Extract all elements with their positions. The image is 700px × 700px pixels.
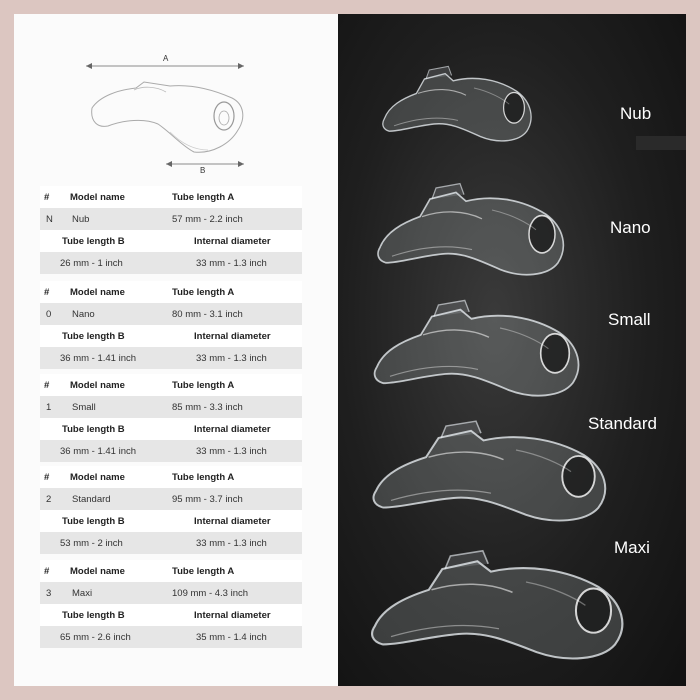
internal-diameter-value: 33 mm - 1.3 inch	[196, 445, 267, 457]
model-name-header: Model name	[70, 379, 125, 391]
model-name: Nub	[72, 213, 90, 225]
spec-row	[40, 325, 302, 347]
device-outline	[92, 82, 243, 152]
model-name: Nano	[72, 308, 95, 320]
product-photo-panel	[338, 14, 686, 686]
model-name: Small	[72, 401, 96, 413]
model-id: N	[46, 213, 53, 225]
internal-diameter-value: 35 mm - 1.4 inch	[196, 631, 267, 643]
spec-row	[40, 418, 302, 440]
product-label-nano: Nano	[610, 218, 651, 237]
internal-diameter-header: Internal diameter	[194, 235, 271, 247]
model-spec-block	[40, 466, 302, 558]
tube-length-a-value: 109 mm - 4.3 inch	[172, 587, 249, 599]
tube-length-b-header: Tube length B	[62, 423, 125, 435]
spec-row	[40, 560, 302, 582]
spec-row	[40, 604, 302, 626]
tube-length-b-value: 26 mm - 1 inch	[60, 257, 123, 269]
hash-header: #	[44, 471, 50, 483]
device-nano	[372, 166, 572, 276]
spec-row	[40, 582, 302, 604]
tube-length-a-header: Tube length A	[172, 471, 235, 483]
product-label-maxi: Maxi	[614, 538, 650, 557]
spec-row	[40, 374, 302, 396]
spec-row	[40, 440, 302, 462]
tube-length-b-header: Tube length B	[62, 330, 125, 342]
tube-length-b-value: 53 mm - 2 inch	[60, 537, 123, 549]
model-name: Standard	[72, 493, 111, 505]
label-b: B	[200, 166, 206, 175]
model-spec-block	[40, 374, 302, 466]
model-name: Maxi	[72, 587, 93, 599]
spec-row	[40, 281, 302, 303]
tube-length-b-value: 65 mm - 2.6 inch	[60, 631, 131, 643]
dimension-diagram	[74, 46, 274, 176]
spec-row	[40, 510, 302, 532]
tube-length-a-value: 95 mm - 3.7 inch	[172, 493, 243, 505]
device-nub	[378, 52, 538, 142]
device-maxi	[364, 530, 634, 660]
tube-length-a-header: Tube length A	[172, 286, 235, 298]
tube-length-a-value: 85 mm - 3.3 inch	[172, 401, 243, 413]
model-id: 0	[46, 308, 52, 320]
model-name-header: Model name	[70, 286, 125, 298]
tube-length-b-header: Tube length B	[62, 515, 125, 527]
model-spec-block	[40, 281, 302, 373]
product-label-small: Small	[608, 310, 651, 329]
internal-diameter-header: Internal diameter	[194, 330, 271, 342]
model-name-header: Model name	[70, 191, 125, 203]
label-a: A	[163, 54, 169, 63]
tube-length-b-value: 36 mm - 1.41 inch	[60, 352, 137, 364]
spec-row	[40, 186, 302, 208]
spec-panel	[14, 14, 338, 686]
hash-header: #	[44, 379, 50, 391]
spec-row	[40, 532, 302, 554]
product-label-standard: Standard	[588, 414, 657, 433]
spec-row	[40, 488, 302, 510]
model-id: 1	[46, 401, 52, 413]
internal-diameter-value: 33 mm - 1.3 inch	[196, 352, 267, 364]
spec-row	[40, 466, 302, 488]
tube-length-a-header: Tube length A	[172, 379, 235, 391]
spec-row	[40, 230, 302, 252]
internal-diameter-header: Internal diameter	[194, 609, 271, 621]
device-small	[368, 282, 588, 397]
tube-length-a-header: Tube length A	[172, 191, 235, 203]
spec-row	[40, 208, 302, 230]
hash-header: #	[44, 565, 50, 577]
spec-row	[40, 626, 302, 648]
internal-diameter-value: 33 mm - 1.3 inch	[196, 537, 267, 549]
spec-row	[40, 396, 302, 418]
model-id: 2	[46, 493, 52, 505]
hash-header: #	[44, 286, 50, 298]
model-id: 3	[46, 587, 52, 599]
model-name-header: Model name	[70, 471, 125, 483]
spec-row	[40, 252, 302, 274]
tube-length-a-value: 80 mm - 3.1 inch	[172, 308, 243, 320]
tube-length-a-header: Tube length A	[172, 565, 235, 577]
model-spec-block	[40, 186, 302, 278]
tube-length-b-header: Tube length B	[62, 609, 125, 621]
spec-row	[40, 347, 302, 369]
spec-row	[40, 303, 302, 325]
label-background-patch	[636, 136, 686, 150]
product-label-nub: Nub	[620, 104, 652, 123]
model-spec-block	[40, 560, 302, 652]
image-frame	[14, 14, 686, 686]
tube-length-a-value: 57 mm - 2.2 inch	[172, 213, 243, 225]
device-standard	[366, 402, 616, 522]
hash-header: #	[44, 191, 50, 203]
internal-diameter-value: 33 mm - 1.3 inch	[196, 257, 267, 269]
internal-diameter-header: Internal diameter	[194, 515, 271, 527]
internal-diameter-header: Internal diameter	[194, 423, 271, 435]
tube-length-b-value: 36 mm - 1.41 inch	[60, 445, 137, 457]
model-name-header: Model name	[70, 565, 125, 577]
tube-length-b-header: Tube length B	[62, 235, 125, 247]
